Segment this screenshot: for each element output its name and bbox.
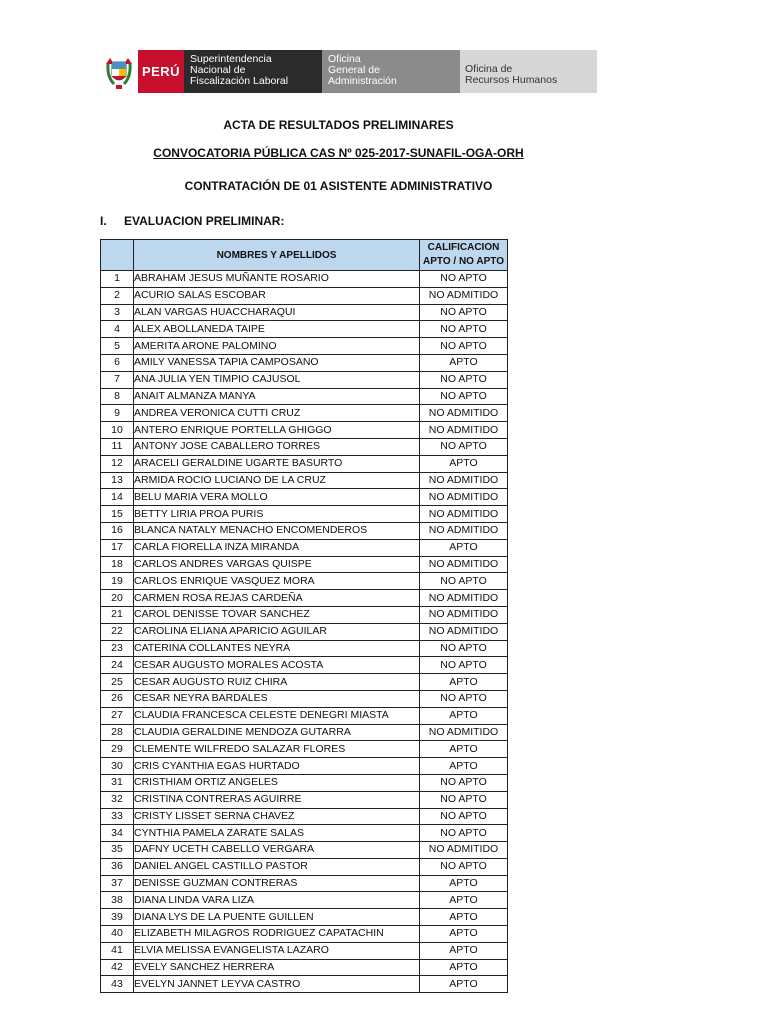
table-row <box>101 271 508 288</box>
row-name: EVELYN JANNET LEYVA CASTRO <box>134 976 420 993</box>
row-name: CLAUDIA FRANCESCA CELESTE DENEGRI MIASTA <box>134 707 420 724</box>
row-calification: NO ADMITIDO <box>420 472 508 489</box>
table-row <box>101 472 508 489</box>
row-number: 37 <box>101 875 134 892</box>
row-number: 5 <box>101 338 134 355</box>
row-number: 31 <box>101 774 134 791</box>
table-row <box>101 287 508 304</box>
row-calification: NO APTO <box>420 808 508 825</box>
row-calification: NO ADMITIDO <box>420 556 508 573</box>
row-name: CARLOS ENRIQUE VASQUEZ MORA <box>134 573 420 590</box>
table-row <box>101 842 508 859</box>
row-calification: NO ADMITIDO <box>420 506 508 523</box>
orh-line: Oficina de <box>465 63 513 75</box>
row-name: DIANA LINDA VARA LIZA <box>134 892 420 909</box>
row-name: AMERITA ARONE PALOMINO <box>134 338 420 355</box>
row-name: DENISSE GUZMAN CONTRERAS <box>134 875 420 892</box>
table-row <box>101 489 508 506</box>
row-number: 30 <box>101 758 134 775</box>
row-name: CAROL DENISSE TOVAR SANCHEZ <box>134 606 420 623</box>
row-calification: NO ADMITIDO <box>420 287 508 304</box>
table-row <box>101 690 508 707</box>
table-row <box>101 825 508 842</box>
row-number: 26 <box>101 690 134 707</box>
table-row <box>101 909 508 926</box>
row-number: 29 <box>101 741 134 758</box>
row-name: DIANA LYS DE LA PUENTE GUILLEN <box>134 909 420 926</box>
row-name: ELIZABETH MILAGROS RODRIGUEZ CAPATACHIN <box>134 926 420 943</box>
row-calification: APTO <box>420 875 508 892</box>
table-row <box>101 892 508 909</box>
row-calification: APTO <box>420 942 508 959</box>
row-name: ANAIT ALMANZA MANYA <box>134 388 420 405</box>
row-name: ACURIO SALAS ESCOBAR <box>134 287 420 304</box>
row-calification: NO ADMITIDO <box>420 590 508 607</box>
row-name: CESAR AUGUSTO MORALES ACOSTA <box>134 657 420 674</box>
row-name: ARACELI GERALDINE UGARTE BASURTO <box>134 455 420 472</box>
table-row <box>101 758 508 775</box>
row-number: 40 <box>101 926 134 943</box>
table-row <box>101 354 508 371</box>
row-number: 39 <box>101 909 134 926</box>
table-row <box>101 556 508 573</box>
table-row <box>101 388 508 405</box>
row-name: ANTERO ENRIQUE PORTELLA GHIGGO <box>134 422 420 439</box>
row-number: 16 <box>101 522 134 539</box>
row-name: ARMIDA ROCIO LUCIANO DE LA CRUZ <box>134 472 420 489</box>
row-calification: NO APTO <box>420 371 508 388</box>
table-row <box>101 959 508 976</box>
row-calification: APTO <box>420 976 508 993</box>
row-calification: NO APTO <box>420 791 508 808</box>
section-number: I. <box>100 214 107 228</box>
row-number: 23 <box>101 640 134 657</box>
row-number: 41 <box>101 942 134 959</box>
row-number: 35 <box>101 842 134 859</box>
table-row <box>101 875 508 892</box>
row-calification: NO ADMITIDO <box>420 422 508 439</box>
row-name: CRISTINA CONTRERAS AGUIRRE <box>134 791 420 808</box>
row-calification: APTO <box>420 455 508 472</box>
row-number: 6 <box>101 354 134 371</box>
row-number: 2 <box>101 287 134 304</box>
row-calification: NO APTO <box>420 388 508 405</box>
row-name: CRISTY LISSET SERNA CHAVEZ <box>134 808 420 825</box>
table-row <box>101 422 508 439</box>
row-name: CESAR NEYRA BARDALES <box>134 690 420 707</box>
row-number: 24 <box>101 657 134 674</box>
row-name: DANIEL ANGEL CASTILLO PASTOR <box>134 858 420 875</box>
oga-block <box>322 50 460 93</box>
row-name: AMILY VANESSA TAPIA CAMPOSANO <box>134 354 420 371</box>
row-number: 22 <box>101 623 134 640</box>
row-calification: APTO <box>420 926 508 943</box>
row-name: CARLOS ANDRES VARGAS QUISPE <box>134 556 420 573</box>
sunafil-block <box>184 50 322 93</box>
table-row <box>101 338 508 355</box>
row-number: 43 <box>101 976 134 993</box>
row-name: ANA JULIA YEN TIMPIO CAJUSOL <box>134 371 420 388</box>
table-row <box>101 741 508 758</box>
row-name: BLANCA NATALY MENACHO ENCOMENDEROS <box>134 522 420 539</box>
table-row <box>101 791 508 808</box>
header-number-cell <box>101 240 134 271</box>
row-calification: NO ADMITIDO <box>420 606 508 623</box>
row-calification: NO ADMITIDO <box>420 405 508 422</box>
row-name: CLAUDIA GERALDINE MENDOZA GUTARRA <box>134 724 420 741</box>
row-number: 14 <box>101 489 134 506</box>
section-heading <box>100 214 284 228</box>
row-number: 15 <box>101 506 134 523</box>
table-row <box>101 623 508 640</box>
table-row <box>101 724 508 741</box>
row-name: CAROLINA ELIANA APARICIO AGUILAR <box>134 623 420 640</box>
row-name: BETTY LIRIA PROA PURIS <box>134 506 420 523</box>
row-calification: NO APTO <box>420 338 508 355</box>
header-calification-cell <box>420 240 508 271</box>
row-calification: NO APTO <box>420 438 508 455</box>
row-calification: NO APTO <box>420 657 508 674</box>
table-row <box>101 522 508 539</box>
row-calification: NO ADMITIDO <box>420 724 508 741</box>
row-name: ABRAHAM JESUS MUÑANTE ROSARIO <box>134 271 420 288</box>
table-row <box>101 674 508 691</box>
row-number: 4 <box>101 321 134 338</box>
row-calification: NO APTO <box>420 690 508 707</box>
row-name: CYNTHIA PAMELA ZARATE SALAS <box>134 825 420 842</box>
row-name: CARLA FIORELLA INZA MIRANDA <box>134 539 420 556</box>
table-row <box>101 976 508 993</box>
row-calification: NO APTO <box>420 321 508 338</box>
row-name: ELVIA MELISSA EVANGELISTA LAZARO <box>134 942 420 959</box>
table-body <box>101 271 508 993</box>
table-row <box>101 707 508 724</box>
row-calification: APTO <box>420 758 508 775</box>
table-row <box>101 371 508 388</box>
row-number: 8 <box>101 388 134 405</box>
table-row <box>101 858 508 875</box>
table-row <box>101 942 508 959</box>
row-number: 38 <box>101 892 134 909</box>
row-calification: NO APTO <box>420 573 508 590</box>
table-row <box>101 573 508 590</box>
row-number: 1 <box>101 271 134 288</box>
table-row <box>101 455 508 472</box>
table-row <box>101 926 508 943</box>
table-row <box>101 774 508 791</box>
row-calification: NO APTO <box>420 304 508 321</box>
row-calification: APTO <box>420 354 508 371</box>
table-row <box>101 405 508 422</box>
row-name: CATERINA COLLANTES NEYRA <box>134 640 420 657</box>
section-label: EVALUACION PRELIMINAR: <box>124 214 285 228</box>
act-title: ACTA DE RESULTADOS PRELIMINARES <box>223 118 454 132</box>
table-header-row <box>101 240 508 271</box>
row-calification: APTO <box>420 909 508 926</box>
row-name: DAFNY UCETH CABELLO VERGARA <box>134 842 420 859</box>
row-number: 17 <box>101 539 134 556</box>
row-calification: NO APTO <box>420 774 508 791</box>
row-name: EVELY SANCHEZ HERRERA <box>134 959 420 976</box>
row-calification: NO ADMITIDO <box>420 522 508 539</box>
table-row <box>101 321 508 338</box>
oga-line: Oficina <box>328 53 361 65</box>
hiring-title: CONTRATACIÓN DE 01 ASISTENTE ADMINISTRATIVO <box>184 179 493 193</box>
row-calification: APTO <box>420 959 508 976</box>
table-row <box>101 657 508 674</box>
sunafil-line: Fiscalización Laboral <box>190 75 289 87</box>
table-row <box>101 808 508 825</box>
header-cal-line2: APTO / NO APTO <box>423 256 504 267</box>
header-banner <box>100 50 597 93</box>
row-number: 42 <box>101 959 134 976</box>
row-number: 3 <box>101 304 134 321</box>
row-calification: NO ADMITIDO <box>420 623 508 640</box>
row-name: CRIS CYANTHIA EGAS HURTADO <box>134 758 420 775</box>
peru-coat-of-arms-icon <box>100 50 138 93</box>
row-name: CRISTHIAM ORTIZ ANGELES <box>134 774 420 791</box>
row-name: ALAN VARGAS HUACCHARAQUI <box>134 304 420 321</box>
row-number: 27 <box>101 707 134 724</box>
row-calification: APTO <box>420 892 508 909</box>
row-name: CESAR AUGUSTO RUIZ CHIRA <box>134 674 420 691</box>
row-calification: NO ADMITIDO <box>420 489 508 506</box>
row-number: 34 <box>101 825 134 842</box>
row-number: 33 <box>101 808 134 825</box>
row-number: 21 <box>101 606 134 623</box>
peru-label: PERÚ <box>138 50 184 93</box>
row-calification: NO APTO <box>420 858 508 875</box>
row-number: 18 <box>101 556 134 573</box>
row-name: ALEX ABOLLANEDA TAIPE <box>134 321 420 338</box>
table-row <box>101 506 508 523</box>
row-calification: APTO <box>420 707 508 724</box>
row-calification: APTO <box>420 674 508 691</box>
sunafil-line: Superintendencia <box>190 53 272 65</box>
sunafil-line: Nacional de <box>190 64 246 76</box>
orh-block <box>460 50 597 93</box>
table-row <box>101 640 508 657</box>
table-row <box>101 539 508 556</box>
row-number: 10 <box>101 422 134 439</box>
row-calification: NO ADMITIDO <box>420 842 508 859</box>
row-number: 32 <box>101 791 134 808</box>
results-table <box>100 239 508 993</box>
header-cal-line1: CALIFICACION <box>427 242 500 253</box>
row-number: 11 <box>101 438 134 455</box>
row-calification: APTO <box>420 741 508 758</box>
row-name: CLEMENTE WILFREDO SALAZAR FLORES <box>134 741 420 758</box>
row-calification: APTO <box>420 539 508 556</box>
row-name: ANDREA VERONICA CUTTI CRUZ <box>134 405 420 422</box>
row-number: 20 <box>101 590 134 607</box>
row-number: 13 <box>101 472 134 489</box>
row-number: 28 <box>101 724 134 741</box>
table-row <box>101 606 508 623</box>
row-name: ANTONY JOSE CABALLERO TORRES <box>134 438 420 455</box>
row-number: 19 <box>101 573 134 590</box>
row-number: 9 <box>101 405 134 422</box>
row-number: 36 <box>101 858 134 875</box>
row-calification: NO APTO <box>420 825 508 842</box>
table-row <box>101 590 508 607</box>
row-calification: NO APTO <box>420 271 508 288</box>
orh-line: Recursos Humanos <box>465 74 558 86</box>
row-number: 25 <box>101 674 134 691</box>
row-number: 12 <box>101 455 134 472</box>
header-name-cell: NOMBRES Y APELLIDOS <box>134 240 420 271</box>
table-row <box>101 304 508 321</box>
oga-line: Administración <box>328 75 397 87</box>
row-name: BELU MARIA VERA MOLLO <box>134 489 420 506</box>
row-name: CARMEN ROSA REJAS CARDEÑA <box>134 590 420 607</box>
table-row <box>101 438 508 455</box>
oga-line: General de <box>328 64 380 76</box>
row-number: 7 <box>101 371 134 388</box>
call-title: CONVOCATORIA PÚBLICA CAS Nº 025-2017-SUNAFIL-OGA-ORH <box>153 146 524 160</box>
row-calification: NO APTO <box>420 640 508 657</box>
